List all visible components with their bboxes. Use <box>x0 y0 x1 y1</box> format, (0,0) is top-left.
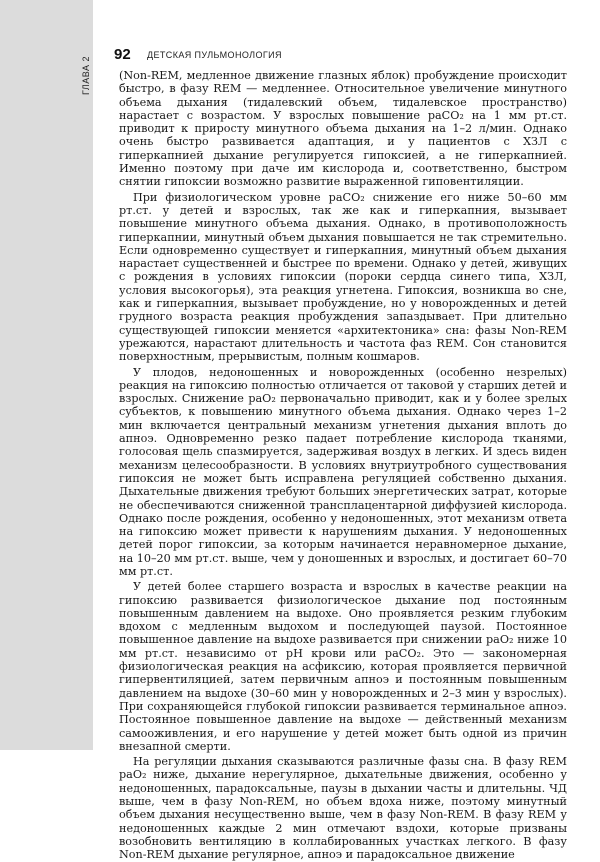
page-number: 92 <box>114 46 131 63</box>
paragraph: (Non-REM, медленное движение глазных яблок) пробуждение происходит быстро, в фазу REM — медленнее. Относительное увеличение минутного объема дыхания (тидалевский объем, тидалевское пространство) нарастает с возрастом. У взрослых повышение рaCO₂ на 1 мм рт.ст. приводит к приросту минутного объема дыхания на 1–2 л/мин. Однако очень быстро развивается адаптация, и у пациентов с ХЗЛ с гиперкапнией дыхание регулируется гипоксией, а не гиперкапнией. Именно поэтому при даче им кислорода и, соответственно, быстром снятии гипоксии возможно развитие выраженной гиповентиляции. <box>119 69 567 189</box>
paragraph: У плодов, недоношенных и новорожденных (особенно незрелых) реакция на гипоксию полностью отличается от таковой у старших детей и взрослых. Снижение рaO₂ первоначально приводит, как и у более зрелых субъектов, к повышению минутного объема дыхания. Однако через 1–2 мин включается центральный механизм угнетения дыхания вплоть до апноэ. Одновременно резко падает потребление кислорода тканями, голосовая щель спазмируется, задерживая воздух в легких. И здесь виден механизм целесообразности. В условиях внутриутробного существования гипоксия не может быть исправлена регуляцией собственно дыхания. Дыхательные движения требуют больших энергетических затрат, которые не обеспечиваются сниженной трансплацентарной диффузией кислорода. Однако после рождения, особенно у недоношенных, этот механизм ответа на гипоксию может привести к нарушениям дыхания. У недоношенных детей порог гипоксии, за которым начинается неравномерное дыхание, на 10–20 мм рт.ст. выше, чем у доношенных и взрослых, и достигает 60–70 мм рт.ст. <box>119 365 567 578</box>
paragraph: При физиологическом уровне рaCO₂ снижение его ниже 50–60 мм рт.ст. у детей и взрослых, так же как и гиперкапния, вызывает повышение минутного объема дыхания. Однако, в противоположность гиперкапнии, минутный объем дыхания повышается не так стремительно. Если одновременно существует и гиперкапния, минутный объем дыхания нарастает существенней и быстрее по времени. Однако у детей, живущих с рождения в условиях гипоксии (пороки сердца синего типа, ХЗЛ, условия высокогорья), эта реакция угнетена. Гипоксия, возникша во сне, как и гиперкапния, вызывает пробуждение, но у новорожденных и детей грудного возраста реакция пробуждения запаздывает. При длительно существующей гипоксии меняется «архитектоника» сна: фазы Non-REM урежаются, нарастают длительность и частота фаз REM. Сон становится поверхностным, прерывистым, полным кошмаров. <box>119 190 567 364</box>
running-title: ДЕТСКАЯ ПУЛЬМОНОЛОГИЯ <box>147 50 282 60</box>
paragraph: На регуляции дыхания сказываются различные фазы сна. В фазу REM рaO₂ ниже, дыхание нерегулярное, дыхательные движения, особенно у недоношенных, парадоксальные, паузы в дыхании часты и длительны. ЧД выше, чем в фазу Non-REM, но объем вдоха ниже, поэтому минутный объем дыхания несущественно выше, чем в фазу Non-REM. В фазу REM у недоношенных каждые 2 мин отмечают вздохи, которые призваны возобновить вентиляцию в коллабированных участках легкого. В фазу Non-REM дыхание регулярное, апноэ и парадоксальное движение <box>119 755 567 862</box>
chapter-side-strip <box>0 0 93 750</box>
paragraph: У детей более старшего возраста и взрослых в качестве реакции на гипоксию развивается физиологическое дыхание под постоянным повышенным давлением на выдохе. Оно проявляется резким глубоким вдохом с медленным выдохом и последующей паузой. Постоянное повышенное давление на выдохе развивается при снижении рaO₂ ниже 10 мм рт.ст. независимо от рН крови или рaCO₂. Это — закономерная физиологическая реакция на асфиксию, которая проявляется первичной гипервентиляцией, затем первичным апноэ и постоянным повышенным давлением на выдохе (30–60 мин у новорожденных и 2–3 мин у взрослых). При сохраняющейся глубокой гипоксии развивается терминальное апноэ. Постоянное повышенное давление на выдохе — действенный механизм самооживления, и его нарушение у детей может быть одной из причин внезапной смерти. <box>119 580 567 753</box>
chapter-label: ГЛАВА 2 <box>81 56 91 95</box>
text-body <box>119 69 567 862</box>
